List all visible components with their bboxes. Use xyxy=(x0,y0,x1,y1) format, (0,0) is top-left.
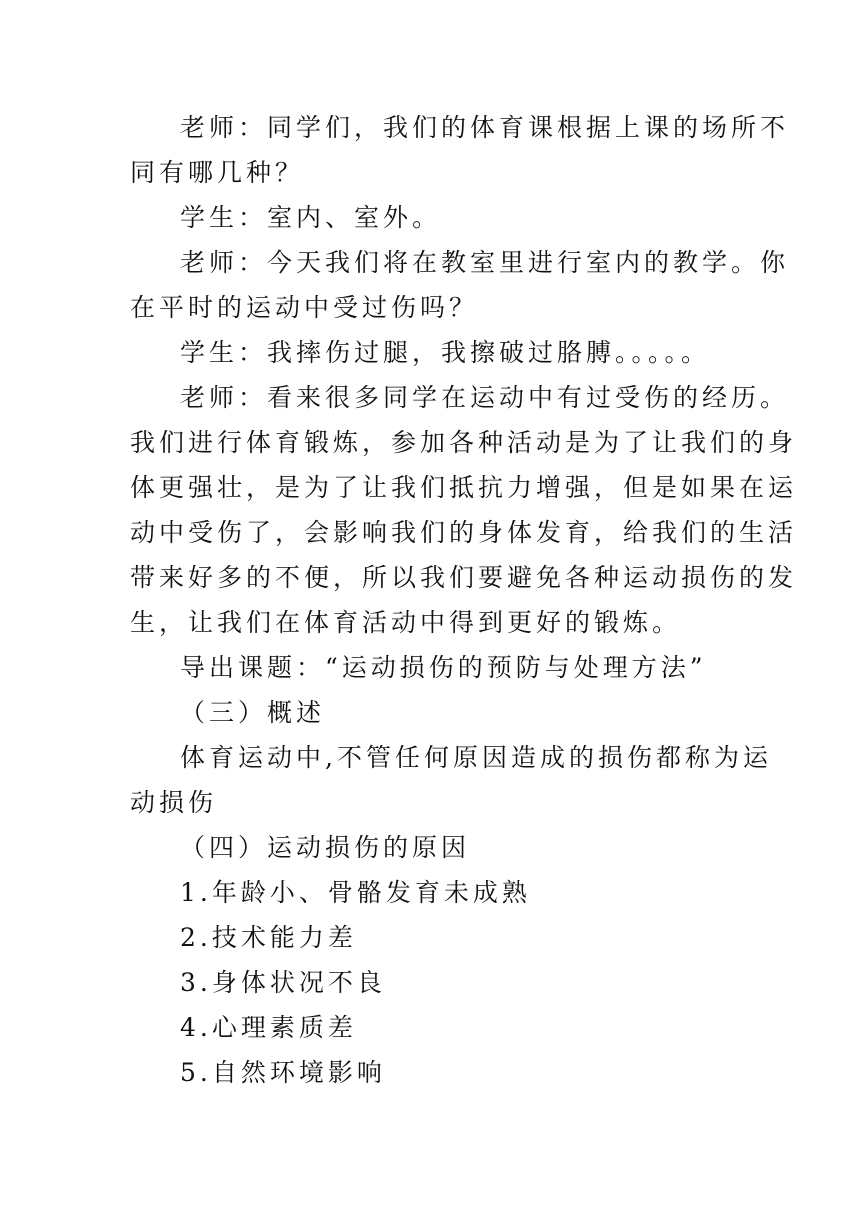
section-heading-causes: （四）运动损伤的原因 xyxy=(180,833,471,862)
teacher-paragraph-line-3: 体更强壮，是为了让我们抵抗力增强，但是如果在运 xyxy=(130,473,798,502)
section-heading-overview: （三）概述 xyxy=(180,698,326,727)
teacher-paragraph-line-2: 我们进行体育锻炼，参加各种活动是为了让我们的身 xyxy=(130,428,798,457)
dialogue-teacher-question-line-2: 同有哪几种？ xyxy=(130,158,305,187)
overview-paragraph-line-2: 动损伤 xyxy=(130,788,218,817)
teacher-paragraph-line-1: 老师：看来很多同学在运动中有过受伤的经历。 xyxy=(180,383,790,412)
lesson-topic-line: 导出课题：“运动损伤的预防与处理方法” xyxy=(180,653,707,682)
teacher-paragraph-line-5: 带来好多的不便，所以我们要避免各种运动损伤的发 xyxy=(130,563,798,592)
overview-paragraph-line-1: 体育运动中,不管任何原因造成的损伤都称为运 xyxy=(180,743,772,772)
cause-list-item-4: 4.心理素质差 xyxy=(180,1013,357,1042)
dialogue-student-injury: 学生：我摔伤过腿，我擦破过胳膊。。。。。 xyxy=(180,338,711,367)
cause-list-item-2: 2.技术能力差 xyxy=(180,923,357,952)
cause-list-item-1: 1.年龄小、骨骼发育未成熟 xyxy=(180,878,531,907)
dialogue-teacher-question-line-1: 老师：同学们，我们的体育课根据上课的场所不 xyxy=(180,113,790,142)
dialogue-teacher-statement-line-2: 在平时的运动中受过伤吗？ xyxy=(130,293,479,322)
dialogue-student-answer: 学生：室内、室外。 xyxy=(180,203,442,232)
cause-list-item-3: 3.身体状况不良 xyxy=(180,968,386,997)
teacher-paragraph-line-6: 生，让我们在体育活动中得到更好的锻炼。 xyxy=(130,608,682,637)
cause-list-item-5: 5.自然环境影响 xyxy=(180,1058,386,1087)
dialogue-teacher-statement-line-1: 老师：今天我们将在教室里进行室内的教学。你 xyxy=(180,248,790,277)
teacher-paragraph-line-4: 动中受伤了，会影响我们的身体发育，给我们的生活 xyxy=(130,518,798,547)
